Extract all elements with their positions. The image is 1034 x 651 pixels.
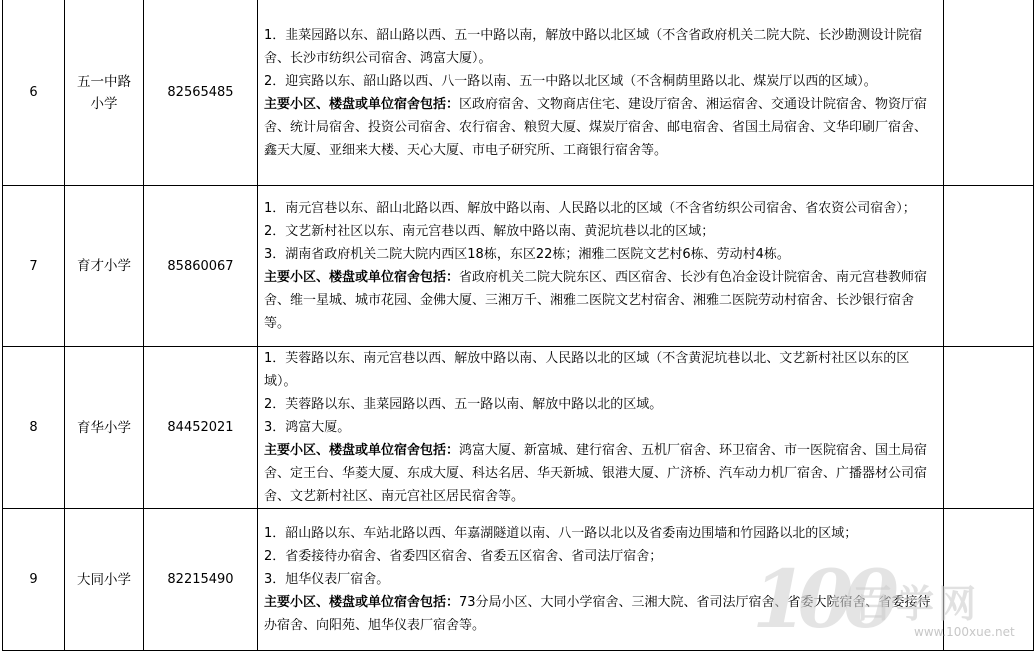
district-item: 1．韶山路以东、车站北路以西、年嘉湖隧道以南、八一路以北以及省委南边围墙和竹园路以北的区域； <box>264 526 858 541</box>
district-description <box>258 347 944 509</box>
district-item: 1．韭菜园路以东、韶山路以西、五一中路以南，解放中路以北区域（不含省政府机关二院大院、长沙勘测设计院宿舍、长沙市纺织公司宿舍、鸿富大厦）。 <box>264 27 923 66</box>
notes-cell <box>944 347 1034 509</box>
main-residences-text: 73分局小区、大同小学宿舍、三湘大院、省司法厅宿舍、省委大院宿舍、省委接待办宿舍、向阳苑、旭华仪表厂宿舍等。 <box>264 595 931 633</box>
school-name: 育华小学 <box>77 419 131 436</box>
school-district-table <box>2 0 1034 651</box>
table-row <box>3 347 1034 509</box>
notes-cell <box>944 509 1034 651</box>
school-cell <box>65 347 144 509</box>
district-description <box>258 186 944 347</box>
school-cell <box>65 186 144 347</box>
district-item: 1．芙蓉路以东、南元宫巷以西、解放中路以南、人民路以北的区域（不含黄泥坑巷以北、文艺新村社区以东的区域）。 <box>264 351 910 389</box>
main-residences-label: 主要小区、楼盘或单位宿舍包括： <box>264 595 460 610</box>
district-item: 1．南元宫巷以东、韶山北路以西、解放中路以南、人民路以北的区域（不含省纺织公司宿舍、省农资公司宿舍）； <box>264 201 916 216</box>
phone-number: 84452021 <box>144 347 258 509</box>
watermark-url: www.100xue.net <box>914 625 1015 639</box>
school-name: 育才小学 <box>77 258 131 274</box>
district-item: 2．芙蓉路以东、韭菜园路以西、五一路以南、解放中路以北的区域。 <box>264 397 663 412</box>
main-residences <box>264 439 939 508</box>
row-number: 9 <box>3 509 65 651</box>
phone-number: 82215490 <box>144 509 258 651</box>
district-item: 2．省委接待办宿舍、省委四区宿舍、省委五区宿舍、省司法厅宿舍； <box>264 549 663 564</box>
school-cell <box>65 509 144 651</box>
main-residences-text: 省政府机关二院大院东区、西区宿舍、长沙有色冶金设计院宿舍、南元宫巷教师宿舍、维一星城、城市花园、金佛大厦、三湘万千、湘雅二医院文艺村宿舍、湘雅二医院劳动村宿舍、长沙银行宿舍等。 <box>264 270 928 331</box>
district-item: 3．湖南省政府机关二院大院内西区18栋，东区22栋；湘雅二医院文艺村6栋、劳动村4栋。 <box>264 247 790 262</box>
table-row <box>3 0 1034 186</box>
main-residences <box>264 591 939 637</box>
main-residences-text: 区政府宿舍、文物商店住宅、建设厅宿舍、湘运宿舍、交通设计院宿舍、物资厅宿舍、统计局宿舍、投资公司宿舍、农行宿舍、粮贸大厦、煤炭厅宿舍、邮电宿舍、省国土局宿舍、文华印刷厂宿舍、鑫天大厦、亚细来大楼、天心大厦、市电子研究所、工商银行宿舍等。 <box>264 96 928 158</box>
school-cell <box>65 0 144 186</box>
main-residences-label: 主要小区、楼盘或单位宿舍包括： <box>264 443 460 458</box>
watermark-brand: 百学网 <box>854 581 981 626</box>
row-number: 6 <box>3 0 65 186</box>
main-residences-label: 主要小区、楼盘或单位宿舍包括： <box>264 270 460 285</box>
phone-number: 82565485 <box>144 0 258 186</box>
notes-cell <box>944 186 1034 347</box>
district-item: 3．旭华仪表厂宿舍。 <box>264 572 390 587</box>
district-description <box>258 509 944 651</box>
district-item: 2．迎宾路以东、韶山路以西、八一路以南、五一中路以北区域（不含桐荫里路以北、煤炭厅以西的区域）。 <box>264 73 877 89</box>
row-number: 7 <box>3 186 65 347</box>
row-number: 8 <box>3 347 65 509</box>
table-row <box>3 509 1034 651</box>
table-row <box>3 186 1034 347</box>
notes-cell <box>944 0 1034 186</box>
main-residences-text: 鸿富大厦、新富城、建行宿舍、五机厂宿舍、环卫宿舍、市一医院宿舍、国土局宿舍、定王台、华菱大厦、东成大厦、科达名居、华天新城、银港大厦、广济桥、汽车动力机厂宿舍、广播器材公司宿舍、文艺新村社区、南元宫社区居民宿舍等。 <box>264 443 928 504</box>
district-item: 2．文艺新村社区以东、南元宫巷以西、解放中路以南、黄泥坑巷以北的区域； <box>264 224 715 239</box>
watermark-100: 100 <box>752 552 889 646</box>
main-residences-label: 主要小区、楼盘或单位宿舍包括： <box>264 96 460 112</box>
phone-number: 85860067 <box>144 186 258 347</box>
main-residences <box>264 266 939 335</box>
district-description <box>258 0 944 186</box>
school-name: 五一中路小学 <box>77 73 131 112</box>
school-name: 大同小学 <box>77 571 131 588</box>
main-residences <box>264 93 939 162</box>
district-item: 3．鸿富大厦。 <box>264 420 351 435</box>
